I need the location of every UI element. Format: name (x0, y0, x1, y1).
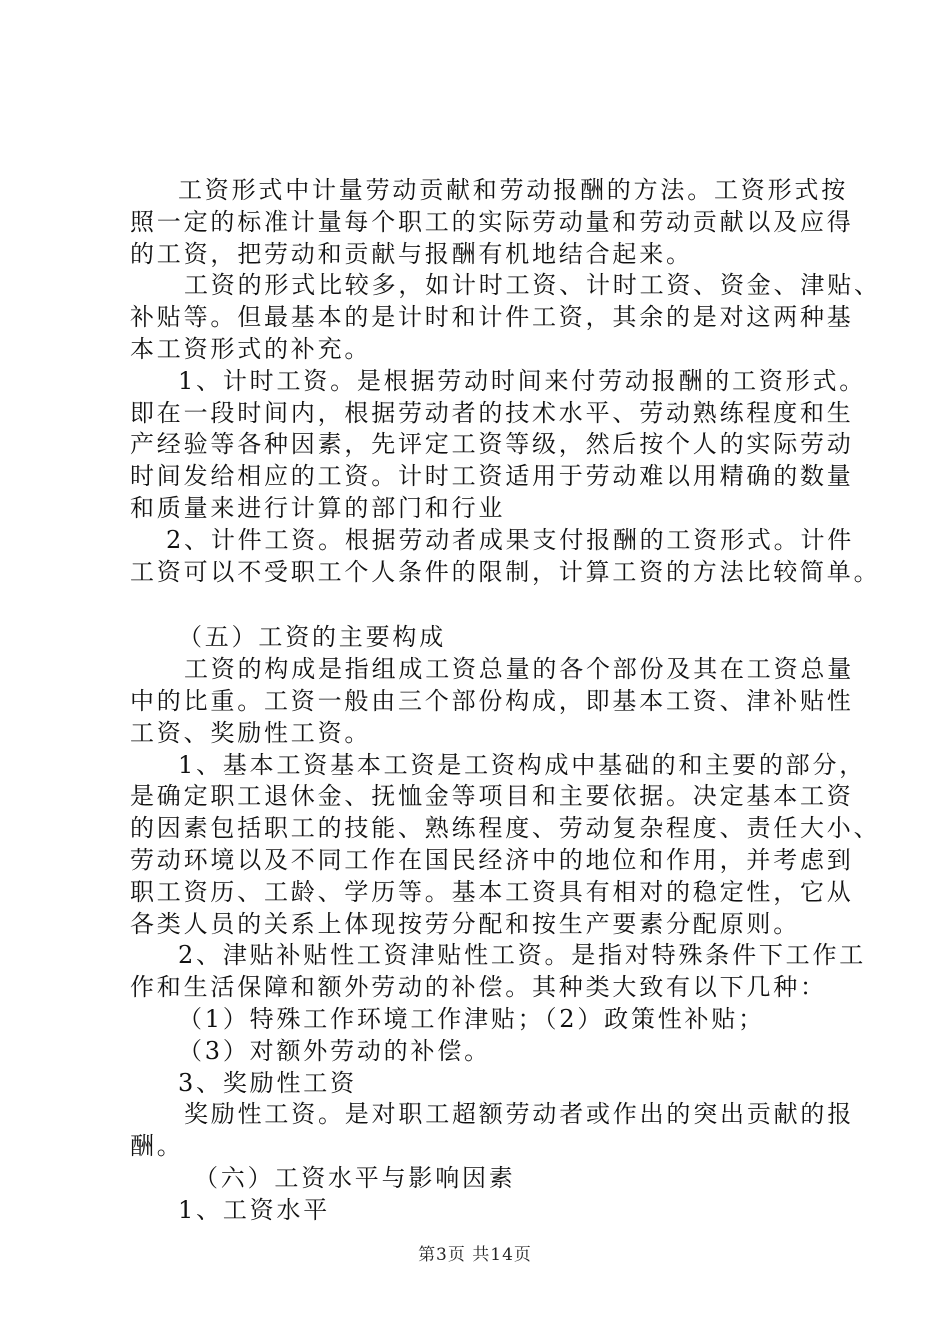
paragraph-line: 各类人员的关系上体现按劳分配和按生产要素分配原则。 (130, 909, 800, 938)
paragraph-line: 本工资形式的补充。 (130, 334, 372, 363)
paragraph-line: 和质量来进行计算的部门和行业 (130, 493, 506, 522)
paragraph-line: 的工资，把劳动和贡献与报酬有机地结合起来。 (130, 239, 693, 268)
paragraph-line: 奖励性工资。是对职工超额劳动者或作出的突出贡献的报 (184, 1100, 854, 1129)
paragraph-line: 劳动环境以及不同工作在国民经济中的地位和作用，并考虑到 (130, 845, 854, 874)
paragraph-line: 工资、奖励性工资。 (130, 718, 372, 747)
paragraph-line: 酬。 (130, 1132, 184, 1161)
list-item-line: （3）对额外劳动的补偿。 (178, 1036, 491, 1065)
paragraph-line: 职工资历、工龄、学历等。基本工资具有相对的稳定性，它从 (130, 877, 854, 906)
paragraph-line: 补贴等。但最基本的是计时和计件工资，其余的是对这两种基 (130, 303, 854, 332)
list-item-line: （1）特殊工作环境工作津贴；（2）政策性补贴； (178, 1004, 765, 1033)
paragraph-line: 工资可以不受职工个人条件的限制，计算工资的方法比较简单。 (130, 557, 881, 586)
section-heading: （五）工资的主要构成 (178, 623, 446, 652)
page-number-footer: 第3页 共14页 (418, 1245, 532, 1265)
section-heading: （六）工资水平与影响因素 (194, 1163, 516, 1192)
list-item-line: 2、津贴补贴性工资津贴性工资。是指对特殊条件下工作工 (178, 941, 867, 970)
paragraph-line: 工资形式中计量劳动贡献和劳动报酬的方法。工资形式按 (178, 176, 848, 204)
list-item-line: 2、计件工资。根据劳动者成果支付报酬的工资形式。计件 (166, 525, 855, 554)
document-body (130, 175, 881, 1227)
subsection-heading: 1、工资水平 (178, 1195, 331, 1224)
paragraph-gap (130, 588, 850, 622)
paragraph-line: 工资的形式比较多，如计时工资、计时工资、资金、津贴、 (184, 271, 881, 300)
paragraph-line: 工资的构成是指组成工资总量的各个部份及其在工资总量 (184, 655, 854, 684)
paragraph-line: 中的比重。工资一般由三个部份构成，即基本工资、津补贴性 (130, 686, 854, 715)
paragraph-line: 的因素包括职工的技能、熟练程度、劳动复杂程度、责任大小、 (130, 814, 881, 843)
paragraph-line: 作和生活保障和额外劳动的补偿。其种类大致有以下几种： (130, 973, 827, 1002)
paragraph-line: 照一定的标准计量每个职工的实际劳动量和劳动贡献以及应得 (130, 207, 854, 236)
list-item-line: 1、基本工资基本工资是工资构成中基础的和主要的部分， (178, 750, 867, 779)
paragraph-line: 产经验等各种因素，先评定工资等级，然后按个人的实际劳动 (130, 430, 854, 459)
paragraph-line: 即在一段时间内，根据劳动者的技术水平、劳动熟练程度和生 (130, 398, 854, 427)
list-item-line: 3、奖励性工资 (178, 1068, 357, 1097)
paragraph-line: 是确定职工退休金、抚恤金等项目和主要依据。决定基本工资 (130, 782, 854, 811)
paragraph-line: 时间发给相应的工资。计时工资适用于劳动难以用精确的数量 (130, 462, 854, 491)
list-item-line: 1、计时工资。是根据劳动时间来付劳动报酬的工资形式。 (178, 366, 867, 395)
